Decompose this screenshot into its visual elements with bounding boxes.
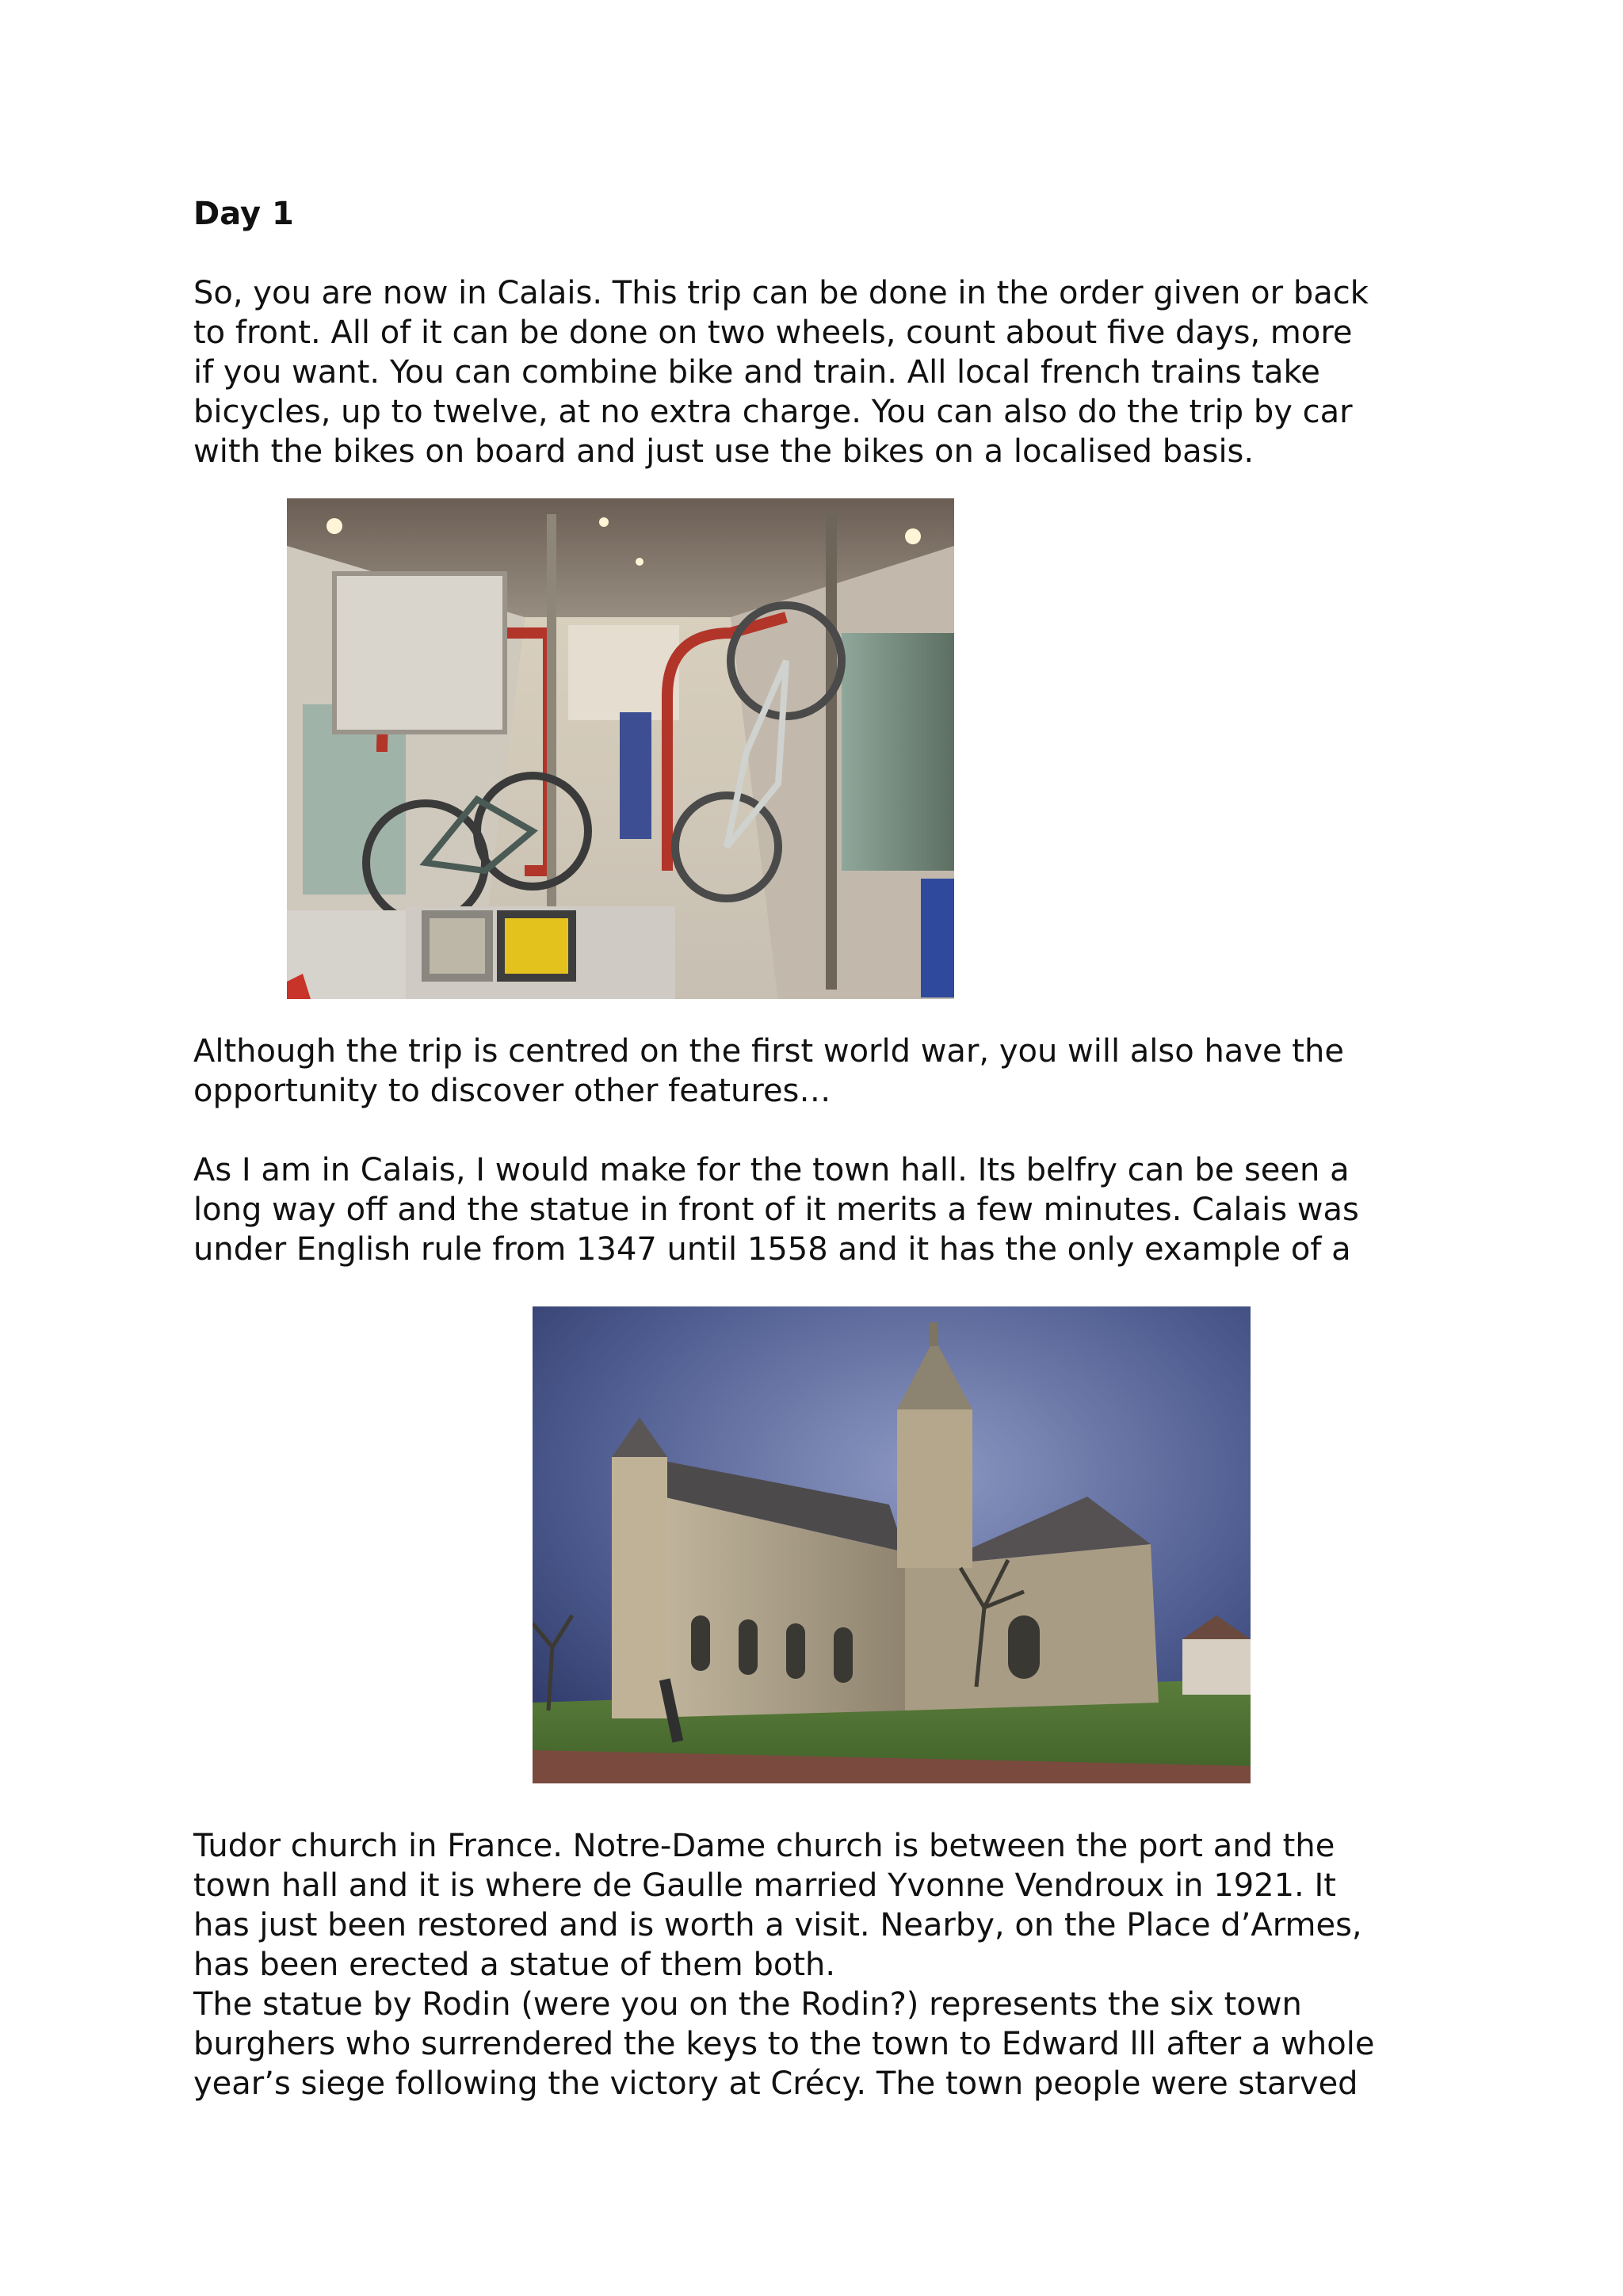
- text-line: under English rule from 1347 until 1558 and it has the only example of a: [193, 1231, 1351, 1268]
- train-bikes-photo: [287, 498, 954, 999]
- text-line: town hall and it is where de Gaulle married Yvonne Vendroux in 1921. It: [193, 1867, 1336, 1904]
- text-line: Although the trip is centred on the first world war, you will also have the: [193, 1033, 1344, 1070]
- notre-dame-church-photo: [533, 1306, 1251, 1783]
- war-paragraph: [193, 1032, 1493, 1111]
- text-line: with the bikes on board and just use the bikes on a localised basis.: [193, 433, 1254, 470]
- text-line: The statue by Rodin (were you on the Rodin?) represents the six town: [193, 1986, 1302, 2023]
- day-heading: Day 1: [193, 196, 294, 232]
- text-line: bicycles, up to twelve, at no extra charge. You can also do the trip by car: [193, 394, 1353, 430]
- text-line: year’s siege following the victory at Crécy. The town people were starved: [193, 2065, 1358, 2102]
- text-line: if you want. You can combine bike and train. All local french trains take: [193, 354, 1320, 391]
- tudor-church-paragraph: [193, 1826, 1493, 2103]
- text-line: opportunity to discover other features…: [193, 1073, 831, 1109]
- text-line: As I am in Calais, I would make for the town hall. Its belfry can be seen a: [193, 1152, 1350, 1188]
- intro-paragraph: [193, 273, 1493, 471]
- text-line: long way off and the statue in front of it merits a few minutes. Calais was: [193, 1192, 1359, 1228]
- text-line: burghers who surrendered the keys to the town to Edward lll after a whole: [193, 2026, 1375, 2062]
- text-line: So, you are now in Calais. This trip can be done in the order given or back: [193, 275, 1369, 311]
- text-line: has been erected a statue of them both.: [193, 1947, 836, 1983]
- text-line: to front. All of it can be done on two wheels, count about five days, more: [193, 315, 1353, 351]
- text-line: has just been restored and is worth a visit. Nearby, on the Place d’Armes,: [193, 1907, 1362, 1943]
- calais-paragraph: [193, 1150, 1493, 1269]
- text-line: Tudor church in France. Notre-Dame church is between the port and the: [193, 1828, 1335, 1864]
